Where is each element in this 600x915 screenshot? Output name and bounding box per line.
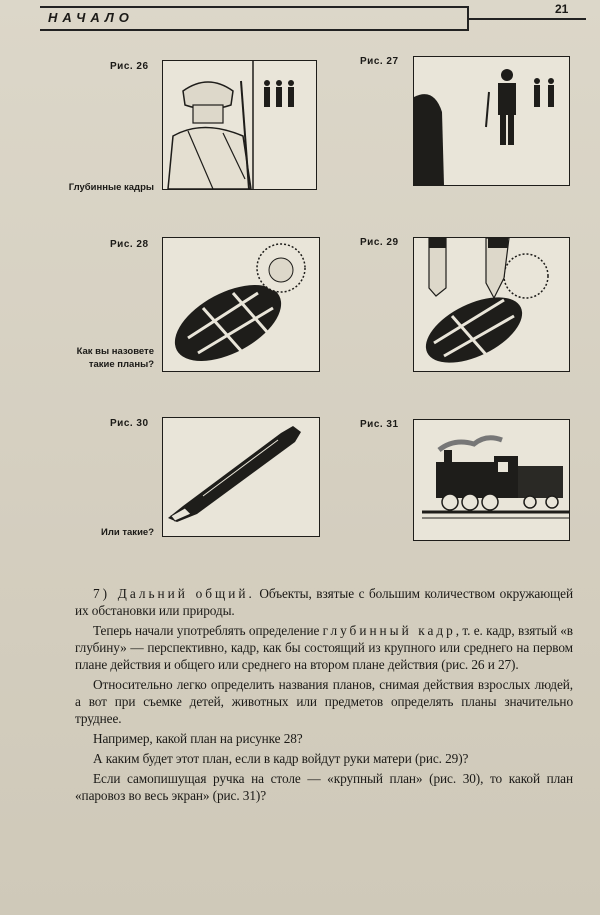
term-depth-frame: глубинный кадр	[322, 623, 456, 638]
fountain-pen-illustration	[163, 418, 319, 536]
paragraph-question-30-31: Если самопишущая ручка на столе — «крупный план» (рис. 30), то какой план «паровоз во весь экран» (рис. 31)?	[75, 771, 573, 803]
caption-what-shots-line2: такие планы?	[88, 359, 154, 370]
caption-what-shots	[30, 345, 154, 371]
figure-29-baby-with-hands	[413, 237, 570, 372]
paragraph-question-29: А каким будет этот план, если в кадр войдут руки матери (рис. 29)?	[93, 751, 469, 766]
officer-illustration	[414, 57, 569, 185]
paragraph-long-shot	[75, 585, 573, 619]
header-rule-top	[40, 6, 468, 8]
header-rule-bottom	[40, 29, 468, 31]
figure-label-27: Рис. 27	[360, 56, 399, 67]
caption-or-these: Или такие?	[101, 527, 154, 538]
header-rule-vertical	[467, 6, 469, 31]
soldier-back-illustration	[163, 61, 316, 189]
paragraph-depth-frame-start: Теперь начали употреблять определение	[93, 623, 323, 638]
figure-label-31: Рис. 31	[360, 419, 399, 430]
baby-hands-illustration	[414, 238, 569, 371]
header-rule-right	[468, 18, 586, 20]
paragraph-depth-frame-end: , т. е. кадр, взятый «в глубину» — перспективно, кадр, как бы состоящий из крупного или среднего на первом плане действия и общего или среднего на втором плане действия (рис. 26 и 27).	[75, 623, 573, 672]
paragraph-depth-frame	[75, 622, 573, 673]
figure-label-26: Рис. 26	[110, 61, 149, 72]
figure-label-29: Рис. 29	[360, 237, 399, 248]
body-text	[75, 585, 573, 804]
locomotive-illustration	[414, 420, 569, 540]
baby-illustration	[163, 238, 319, 371]
paragraph-question-28: Например, какой план на рисунке 28?	[93, 731, 303, 746]
caption-depth-frames: Глубинные кадры	[68, 182, 154, 193]
page-number: 21	[555, 2, 569, 16]
paragraph-difficulty: Относительно легко определить названия планов, снимая действия взрослых людей, а вот при съемке детей, животных или предметов определять планы значительно труднее.	[75, 677, 573, 726]
figure-31-locomotive	[413, 419, 570, 541]
figure-28-swaddled-baby	[162, 237, 320, 372]
figure-26-soldier-back	[162, 60, 317, 190]
figure-label-30: Рис. 30	[110, 418, 149, 429]
chapter-header: НАЧАЛО	[48, 10, 134, 25]
term-long-general: 7) Дальний общий.	[93, 586, 255, 601]
caption-what-shots-line1: Как вы назовете	[76, 346, 154, 357]
figure-27-officer-soldiers	[413, 56, 570, 186]
figure-label-28: Рис. 28	[110, 239, 149, 250]
paragraph-long-shot-text: Объекты, взятые с большим количеством окружающей их обстановки или природы.	[75, 586, 573, 618]
figure-30-fountain-pen	[162, 417, 320, 537]
